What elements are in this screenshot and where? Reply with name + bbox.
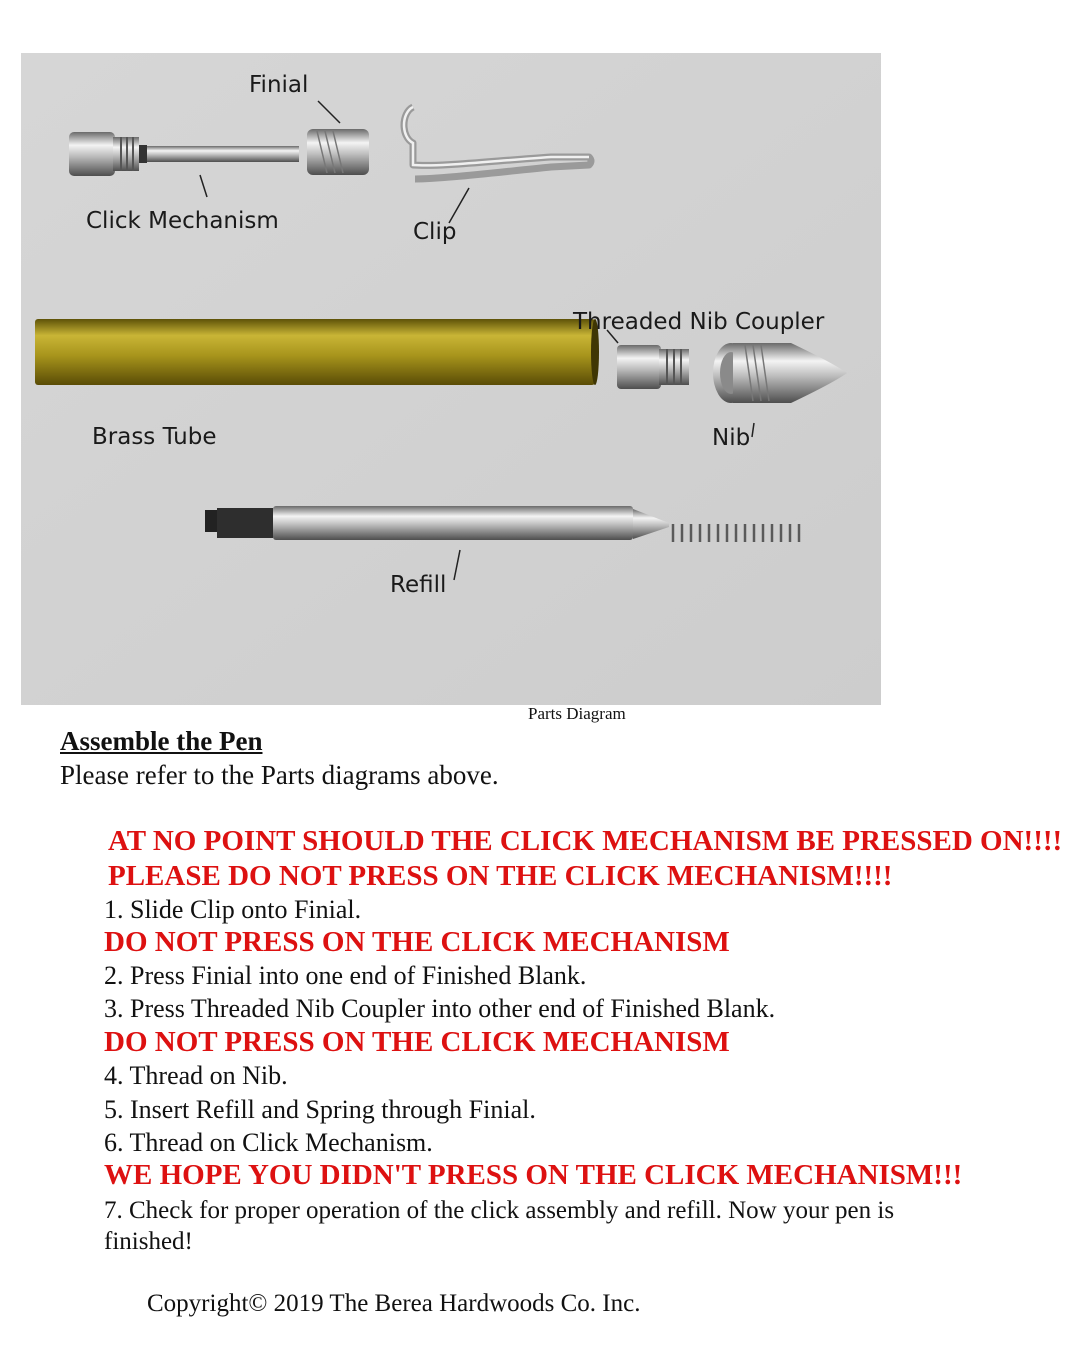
step-1: 1. Slide Clip onto Finial. <box>104 895 362 924</box>
step-2: 2. Press Finial into one end of Finished Blank. <box>104 961 587 990</box>
label-nib: Nib <box>712 425 751 451</box>
warning-line-2: PLEASE DO NOT PRESS ON THE CLICK MECHANISM!!!! <box>108 860 893 892</box>
finial-part <box>307 129 369 175</box>
step-6: 6. Thread on Click Mechanism. <box>104 1128 433 1157</box>
diagram-caption: Parts Diagram <box>528 704 626 723</box>
warning-line-1: AT NO POINT SHOULD THE CLICK MECHANISM BE PRESSED ON!!!! <box>108 825 1063 857</box>
label-finial: Finial <box>249 72 309 98</box>
label-threaded-nib-coupler: Threaded Nib Coupler <box>573 309 825 335</box>
label-click-mechanism: Click Mechanism <box>86 208 279 234</box>
step-4: 4. Thread on Nib. <box>104 1061 288 1090</box>
warning-line-5: WE HOPE YOU DIDN'T PRESS ON THE CLICK MECHANISM!!! <box>104 1159 963 1191</box>
label-clip: Clip <box>413 219 457 245</box>
label-refill: Refill <box>390 572 447 598</box>
threaded-nib-coupler-part <box>617 345 689 389</box>
warning-line-3: DO NOT PRESS ON THE CLICK MECHANISM <box>104 926 730 958</box>
section-intro: Please refer to the Parts diagrams above. <box>60 760 499 790</box>
label-brass-tube: Brass Tube <box>92 424 217 450</box>
warning-line-4: DO NOT PRESS ON THE CLICK MECHANISM <box>104 1026 730 1058</box>
step-3: 3. Press Threaded Nib Coupler into other end of Finished Blank. <box>104 994 776 1023</box>
step-5: 5. Insert Refill and Spring through Finial. <box>104 1095 536 1124</box>
step-7: 7. Check for proper operation of the click assembly and refill. Now your pen is finished! <box>104 1197 895 1255</box>
brass-tube-part <box>35 319 599 385</box>
copyright-notice: Copyright© 2019 The Berea Hardwoods Co. Inc. <box>147 1290 641 1317</box>
section-heading: Assemble the Pen <box>60 726 263 756</box>
parts-diagram-photo <box>21 53 881 705</box>
